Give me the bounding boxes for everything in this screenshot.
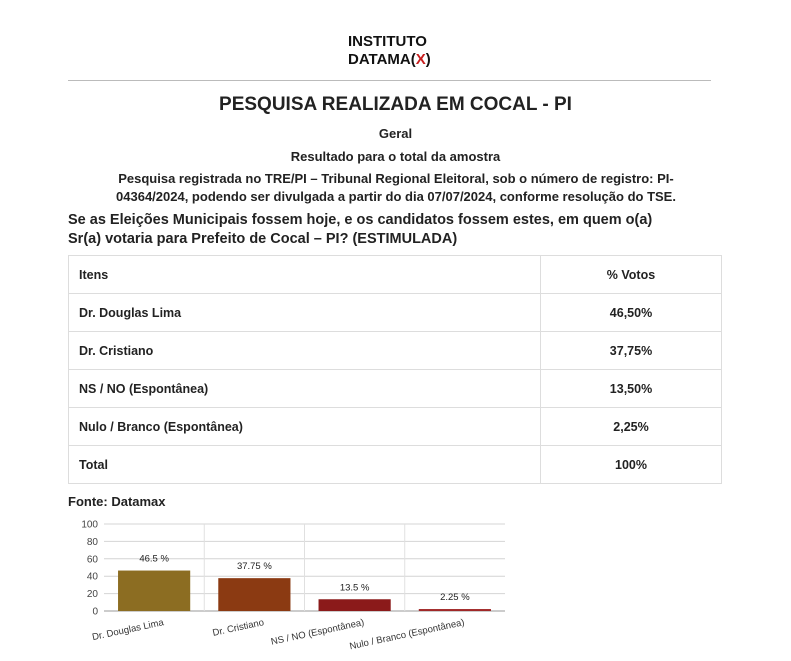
logo-paren-close: ) bbox=[425, 51, 431, 68]
row-votes: 46,50% bbox=[541, 294, 722, 332]
bar bbox=[218, 578, 290, 611]
logo-wordmark: DATAMA bbox=[348, 51, 411, 68]
row-item: NS / NO (Espontânea) bbox=[69, 370, 541, 408]
x-tick-label: Nulo / Branco (Espontânea) bbox=[348, 617, 466, 653]
row-item: Total bbox=[69, 446, 541, 484]
row-votes: 100% bbox=[541, 446, 722, 484]
registration-notice bbox=[68, 170, 724, 206]
data-label: 2.25 % bbox=[440, 592, 470, 604]
header-items: Itens bbox=[69, 256, 541, 294]
y-tick-label: 60 bbox=[86, 554, 98, 566]
row-item: Dr. Cristiano bbox=[69, 332, 541, 370]
logo-line-1: INSTITUTO bbox=[348, 33, 427, 50]
data-label: 37.75 % bbox=[236, 561, 272, 573]
row-votes: 2,25% bbox=[541, 408, 722, 446]
table-row bbox=[69, 408, 722, 446]
source-label: Fonte: Datamax bbox=[68, 494, 166, 509]
institute-logo bbox=[348, 33, 431, 69]
header-votes: % Votos bbox=[541, 256, 722, 294]
page-subtitle: Geral bbox=[378, 126, 413, 141]
bar bbox=[319, 599, 391, 611]
x-tick-label: NS / NO (Espontânea) bbox=[269, 617, 366, 648]
results-table bbox=[68, 255, 722, 484]
y-tick-label: 0 bbox=[92, 606, 98, 618]
registration-line-1: Pesquisa registrada no TRE/PI – Tribunal Regional Eleitoral, sob o número de registro: PI- bbox=[118, 171, 674, 186]
data-label: 13.5 % bbox=[339, 582, 370, 594]
logo-x-mark: X bbox=[415, 51, 426, 68]
y-tick-label: 40 bbox=[86, 571, 98, 583]
row-votes: 13,50% bbox=[541, 370, 722, 408]
row-item: Dr. Douglas Lima bbox=[69, 294, 541, 332]
table-row-total bbox=[69, 446, 722, 484]
bar bbox=[118, 571, 190, 611]
data-label: 46.5 % bbox=[139, 553, 169, 565]
y-tick-label: 20 bbox=[86, 589, 98, 601]
x-tick-label: Dr. Cristiano bbox=[211, 617, 265, 639]
logo-paren-open: ( bbox=[410, 51, 416, 68]
registration-line-2: 04364/2024, podendo ser divulgada a partir do dia 07/07/2024, conforme resolução do TSE. bbox=[116, 189, 676, 204]
header-divider bbox=[68, 80, 711, 81]
question-line-2: Sr(a) votaria para Prefeito de Cocal – PI? (ESTIMULADA) bbox=[68, 231, 458, 247]
table-row bbox=[69, 294, 722, 332]
y-tick-label: 80 bbox=[86, 536, 98, 548]
table-row bbox=[69, 370, 722, 408]
y-tick-label: 100 bbox=[81, 519, 98, 531]
vote-bar-chart bbox=[60, 512, 520, 657]
bar bbox=[419, 609, 491, 611]
row-item: Nulo / Branco (Espontânea) bbox=[69, 408, 541, 446]
row-votes: 37,75% bbox=[541, 332, 722, 370]
table-row bbox=[69, 332, 722, 370]
table-header-row bbox=[69, 256, 722, 294]
page-title: PESQUISA REALIZADA EM COCAL - PI bbox=[219, 94, 572, 115]
question-line-1: Se as Eleições Municipais fossem hoje, e os candidatos fossem estes, em quem o(a) bbox=[68, 212, 653, 228]
x-tick-label: Dr. Douglas Lima bbox=[91, 617, 165, 644]
sample-description: Resultado para o total da amostra bbox=[290, 149, 501, 164]
survey-question bbox=[68, 211, 728, 249]
logo-line-2 bbox=[348, 51, 431, 69]
